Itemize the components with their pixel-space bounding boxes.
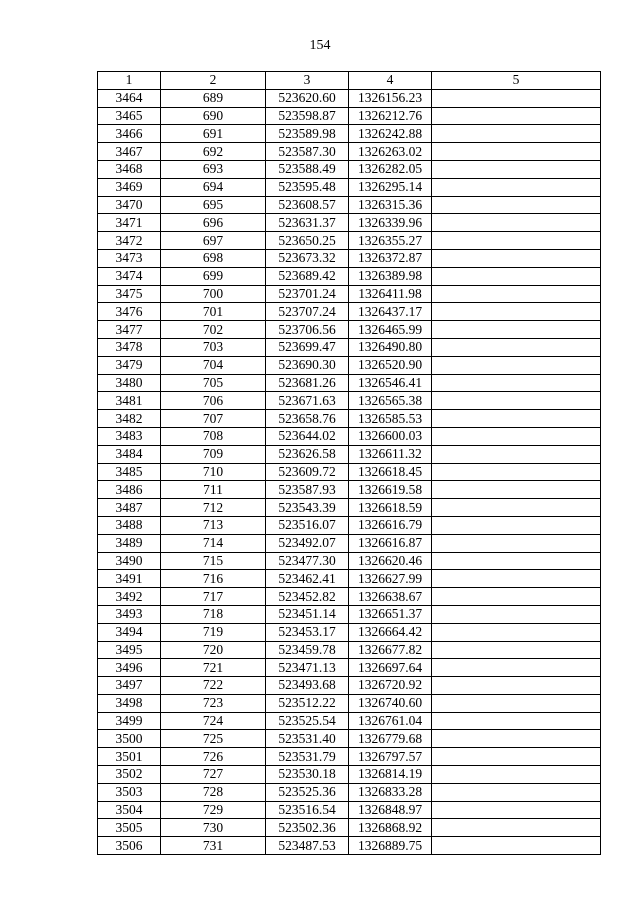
table-row xyxy=(98,285,601,303)
table-cell: 1326616.79 xyxy=(349,516,432,534)
table-cell: 696 xyxy=(161,214,266,232)
table-row xyxy=(98,819,601,837)
table-cell xyxy=(432,730,601,748)
table-cell: 523589.98 xyxy=(266,125,349,143)
table-cell: 3501 xyxy=(98,748,161,766)
table-cell: 729 xyxy=(161,801,266,819)
table-cell: 523543.39 xyxy=(266,499,349,517)
table-cell xyxy=(432,766,601,784)
table-cell: 728 xyxy=(161,783,266,801)
table-cell xyxy=(432,712,601,730)
table-cell: 523530.18 xyxy=(266,766,349,784)
table-row xyxy=(98,232,601,250)
table-cell: 1326611.32 xyxy=(349,445,432,463)
table-cell: 1326437.17 xyxy=(349,303,432,321)
table-cell: 690 xyxy=(161,107,266,125)
table-cell xyxy=(432,232,601,250)
table-cell xyxy=(432,445,601,463)
table-cell: 1326664.42 xyxy=(349,623,432,641)
table-cell: 703 xyxy=(161,338,266,356)
column-header: 3 xyxy=(266,72,349,90)
table-cell xyxy=(432,392,601,410)
table-cell xyxy=(432,374,601,392)
table-row xyxy=(98,712,601,730)
table-cell: 1326720.92 xyxy=(349,677,432,695)
table-cell: 1326620.46 xyxy=(349,552,432,570)
table-cell: 722 xyxy=(161,677,266,695)
table-cell: 523644.02 xyxy=(266,427,349,445)
table-cell: 1326465.99 xyxy=(349,321,432,339)
table-cell: 1326490.80 xyxy=(349,338,432,356)
table-row xyxy=(98,410,601,428)
table-cell: 523502.36 xyxy=(266,819,349,837)
table-row xyxy=(98,463,601,481)
table-row xyxy=(98,588,601,606)
table-cell: 1326616.87 xyxy=(349,534,432,552)
table-cell xyxy=(432,410,601,428)
table-cell: 3500 xyxy=(98,730,161,748)
table-cell: 723 xyxy=(161,694,266,712)
table-cell xyxy=(432,588,601,606)
table-cell: 718 xyxy=(161,605,266,623)
table-row xyxy=(98,249,601,267)
table-cell xyxy=(432,285,601,303)
table-cell: 3493 xyxy=(98,605,161,623)
table-cell: 3475 xyxy=(98,285,161,303)
table-cell: 704 xyxy=(161,356,266,374)
table-cell xyxy=(432,303,601,321)
table-cell: 700 xyxy=(161,285,266,303)
table-cell: 1326627.99 xyxy=(349,570,432,588)
table-cell: 523595.48 xyxy=(266,178,349,196)
table-cell: 3465 xyxy=(98,107,161,125)
table-cell: 3483 xyxy=(98,427,161,445)
table-row xyxy=(98,303,601,321)
table-cell: 717 xyxy=(161,588,266,606)
table-cell: 523671.63 xyxy=(266,392,349,410)
table-cell: 1326651.37 xyxy=(349,605,432,623)
table-cell: 523525.36 xyxy=(266,783,349,801)
table-row xyxy=(98,160,601,178)
table-cell xyxy=(432,427,601,445)
table-cell: 1326600.03 xyxy=(349,427,432,445)
table-row xyxy=(98,605,601,623)
table-row xyxy=(98,338,601,356)
table-cell: 523493.68 xyxy=(266,677,349,695)
table-row xyxy=(98,267,601,285)
table-cell: 716 xyxy=(161,570,266,588)
table-cell: 3499 xyxy=(98,712,161,730)
table-cell: 695 xyxy=(161,196,266,214)
table-cell: 720 xyxy=(161,641,266,659)
table-cell xyxy=(432,107,601,125)
table-cell: 523588.49 xyxy=(266,160,349,178)
table-row xyxy=(98,552,601,570)
table-cell: 523620.60 xyxy=(266,89,349,107)
table-cell xyxy=(432,748,601,766)
table-cell: 523587.30 xyxy=(266,143,349,161)
table-row xyxy=(98,570,601,588)
table-row xyxy=(98,730,601,748)
table-cell xyxy=(432,623,601,641)
table-cell: 3476 xyxy=(98,303,161,321)
table-cell: 1326797.57 xyxy=(349,748,432,766)
coordinates-table xyxy=(97,71,601,855)
table-cell: 727 xyxy=(161,766,266,784)
table-cell: 523587.93 xyxy=(266,481,349,499)
table-cell: 724 xyxy=(161,712,266,730)
table-cell: 523707.24 xyxy=(266,303,349,321)
table-cell: 3494 xyxy=(98,623,161,641)
table-cell xyxy=(432,801,601,819)
table-cell: 3487 xyxy=(98,499,161,517)
table-cell: 1326779.68 xyxy=(349,730,432,748)
table-row xyxy=(98,623,601,641)
table-row xyxy=(98,534,601,552)
table-cell: 694 xyxy=(161,178,266,196)
table-cell: 1326520.90 xyxy=(349,356,432,374)
table-cell: 711 xyxy=(161,481,266,499)
table-cell: 3479 xyxy=(98,356,161,374)
table-cell: 3480 xyxy=(98,374,161,392)
table-cell: 710 xyxy=(161,463,266,481)
table-cell xyxy=(432,321,601,339)
table-cell: 3472 xyxy=(98,232,161,250)
table-cell: 1326315.36 xyxy=(349,196,432,214)
table-cell: 3470 xyxy=(98,196,161,214)
table-cell: 3504 xyxy=(98,801,161,819)
table-cell: 523598.87 xyxy=(266,107,349,125)
column-header: 1 xyxy=(98,72,161,90)
table-cell: 1326212.76 xyxy=(349,107,432,125)
table-row xyxy=(98,374,601,392)
table-cell: 1326565.38 xyxy=(349,392,432,410)
table-cell: 1326156.23 xyxy=(349,89,432,107)
table-cell: 691 xyxy=(161,125,266,143)
table-body xyxy=(98,89,601,854)
table-row xyxy=(98,783,601,801)
table-cell: 1326355.27 xyxy=(349,232,432,250)
table-cell: 523658.76 xyxy=(266,410,349,428)
table-row xyxy=(98,659,601,677)
table-cell xyxy=(432,499,601,517)
table-cell: 3481 xyxy=(98,392,161,410)
table-cell: 3471 xyxy=(98,214,161,232)
table-cell xyxy=(432,338,601,356)
table-row xyxy=(98,445,601,463)
table-cell: 1326848.97 xyxy=(349,801,432,819)
table-cell: 1326814.19 xyxy=(349,766,432,784)
table-cell: 523673.32 xyxy=(266,249,349,267)
table-cell: 725 xyxy=(161,730,266,748)
table-header-row xyxy=(98,72,601,90)
table-cell: 730 xyxy=(161,819,266,837)
table-cell: 721 xyxy=(161,659,266,677)
column-header: 2 xyxy=(161,72,266,90)
table-cell: 1326638.67 xyxy=(349,588,432,606)
table-cell: 707 xyxy=(161,410,266,428)
table-cell: 3496 xyxy=(98,659,161,677)
table-cell: 697 xyxy=(161,232,266,250)
table-cell: 3498 xyxy=(98,694,161,712)
table-row xyxy=(98,427,601,445)
table-cell xyxy=(432,463,601,481)
table-cell: 731 xyxy=(161,837,266,855)
table-cell xyxy=(432,677,601,695)
table-cell: 3467 xyxy=(98,143,161,161)
table-cell xyxy=(432,89,601,107)
table-cell: 3464 xyxy=(98,89,161,107)
table-row xyxy=(98,677,601,695)
table-cell: 523471.13 xyxy=(266,659,349,677)
table-cell: 709 xyxy=(161,445,266,463)
table-cell xyxy=(432,196,601,214)
table-cell: 692 xyxy=(161,143,266,161)
table-row xyxy=(98,801,601,819)
table-cell: 1326585.53 xyxy=(349,410,432,428)
table-cell: 701 xyxy=(161,303,266,321)
table-cell: 3497 xyxy=(98,677,161,695)
table-cell: 1326833.28 xyxy=(349,783,432,801)
table-cell xyxy=(432,534,601,552)
table-cell: 523631.37 xyxy=(266,214,349,232)
table-cell: 3486 xyxy=(98,481,161,499)
table-cell: 523451.14 xyxy=(266,605,349,623)
table-row xyxy=(98,214,601,232)
table-row xyxy=(98,766,601,784)
table-cell: 523699.47 xyxy=(266,338,349,356)
table-cell xyxy=(432,516,601,534)
table-cell xyxy=(432,659,601,677)
table-cell: 1326618.45 xyxy=(349,463,432,481)
table-cell: 523690.30 xyxy=(266,356,349,374)
table-cell: 1326242.88 xyxy=(349,125,432,143)
table-cell xyxy=(432,783,601,801)
table-cell: 3469 xyxy=(98,178,161,196)
table-cell: 1326295.14 xyxy=(349,178,432,196)
table-cell: 1326677.82 xyxy=(349,641,432,659)
table-cell: 3506 xyxy=(98,837,161,855)
table-cell xyxy=(432,570,601,588)
table-cell: 3478 xyxy=(98,338,161,356)
table-cell xyxy=(432,249,601,267)
table-cell: 708 xyxy=(161,427,266,445)
table-cell: 715 xyxy=(161,552,266,570)
table-cell: 3490 xyxy=(98,552,161,570)
table-cell: 3477 xyxy=(98,321,161,339)
table-cell: 1326868.92 xyxy=(349,819,432,837)
table-cell: 1326263.02 xyxy=(349,143,432,161)
table-row xyxy=(98,499,601,517)
table-cell: 523608.57 xyxy=(266,196,349,214)
table-cell: 3505 xyxy=(98,819,161,837)
table-cell: 3485 xyxy=(98,463,161,481)
table-cell: 689 xyxy=(161,89,266,107)
table-cell xyxy=(432,694,601,712)
table-cell: 3491 xyxy=(98,570,161,588)
table-cell: 1326618.59 xyxy=(349,499,432,517)
table-cell xyxy=(432,214,601,232)
table-cell: 726 xyxy=(161,748,266,766)
table-cell: 1326761.04 xyxy=(349,712,432,730)
table-cell: 1326740.60 xyxy=(349,694,432,712)
table-cell: 3474 xyxy=(98,267,161,285)
table-row xyxy=(98,748,601,766)
table-row xyxy=(98,178,601,196)
table-cell: 523531.79 xyxy=(266,748,349,766)
table-cell xyxy=(432,552,601,570)
table-cell: 693 xyxy=(161,160,266,178)
table-cell: 523477.30 xyxy=(266,552,349,570)
column-header: 4 xyxy=(349,72,432,90)
table-cell xyxy=(432,605,601,623)
table-cell xyxy=(432,356,601,374)
column-header: 5 xyxy=(432,72,601,90)
table-row xyxy=(98,107,601,125)
table-row xyxy=(98,837,601,855)
table-cell: 523516.07 xyxy=(266,516,349,534)
table-cell: 1326282.05 xyxy=(349,160,432,178)
table-cell: 3495 xyxy=(98,641,161,659)
table-cell: 523681.26 xyxy=(266,374,349,392)
table-cell: 523453.17 xyxy=(266,623,349,641)
table-cell: 3482 xyxy=(98,410,161,428)
table-cell: 3489 xyxy=(98,534,161,552)
table-row xyxy=(98,392,601,410)
table-cell: 1326339.96 xyxy=(349,214,432,232)
table-cell: 523516.54 xyxy=(266,801,349,819)
table-cell xyxy=(432,641,601,659)
table-cell: 3484 xyxy=(98,445,161,463)
table-cell: 3503 xyxy=(98,783,161,801)
table-cell: 1326389.98 xyxy=(349,267,432,285)
table-cell: 3468 xyxy=(98,160,161,178)
table-cell xyxy=(432,160,601,178)
table-cell: 3466 xyxy=(98,125,161,143)
table-cell: 1326697.64 xyxy=(349,659,432,677)
table-cell: 705 xyxy=(161,374,266,392)
table-cell xyxy=(432,267,601,285)
table-cell xyxy=(432,178,601,196)
table-row xyxy=(98,694,601,712)
table-cell: 1326889.75 xyxy=(349,837,432,855)
table-cell: 713 xyxy=(161,516,266,534)
page-number: 154 xyxy=(309,38,331,53)
table-cell: 523650.25 xyxy=(266,232,349,250)
table-cell: 714 xyxy=(161,534,266,552)
table-cell: 523689.42 xyxy=(266,267,349,285)
table-cell: 523487.53 xyxy=(266,837,349,855)
table-cell: 523626.58 xyxy=(266,445,349,463)
table-row xyxy=(98,641,601,659)
table-cell: 523462.41 xyxy=(266,570,349,588)
table-cell: 523609.72 xyxy=(266,463,349,481)
table-row xyxy=(98,516,601,534)
table-cell: 523492.07 xyxy=(266,534,349,552)
table-cell: 523512.22 xyxy=(266,694,349,712)
table-cell: 698 xyxy=(161,249,266,267)
table-cell: 702 xyxy=(161,321,266,339)
table-cell xyxy=(432,125,601,143)
table-cell: 3473 xyxy=(98,249,161,267)
table-cell: 1326372.87 xyxy=(349,249,432,267)
table-cell: 1326546.41 xyxy=(349,374,432,392)
table-cell: 1326411.98 xyxy=(349,285,432,303)
table-row xyxy=(98,481,601,499)
table-cell: 523701.24 xyxy=(266,285,349,303)
table-row xyxy=(98,89,601,107)
table-cell: 523531.40 xyxy=(266,730,349,748)
table-cell: 699 xyxy=(161,267,266,285)
table-cell: 523525.54 xyxy=(266,712,349,730)
table-cell: 719 xyxy=(161,623,266,641)
table-cell xyxy=(432,837,601,855)
table-cell: 523706.56 xyxy=(266,321,349,339)
table-cell: 1326619.58 xyxy=(349,481,432,499)
table-row xyxy=(98,196,601,214)
table-row xyxy=(98,321,601,339)
table-cell xyxy=(432,481,601,499)
table-row xyxy=(98,143,601,161)
table-cell xyxy=(432,143,601,161)
table-cell: 712 xyxy=(161,499,266,517)
table-cell: 706 xyxy=(161,392,266,410)
table-row xyxy=(98,125,601,143)
table-cell: 523452.82 xyxy=(266,588,349,606)
table-cell xyxy=(432,819,601,837)
table-row xyxy=(98,356,601,374)
table-cell: 3488 xyxy=(98,516,161,534)
table-cell: 3492 xyxy=(98,588,161,606)
table-cell: 3502 xyxy=(98,766,161,784)
table-cell: 523459.78 xyxy=(266,641,349,659)
